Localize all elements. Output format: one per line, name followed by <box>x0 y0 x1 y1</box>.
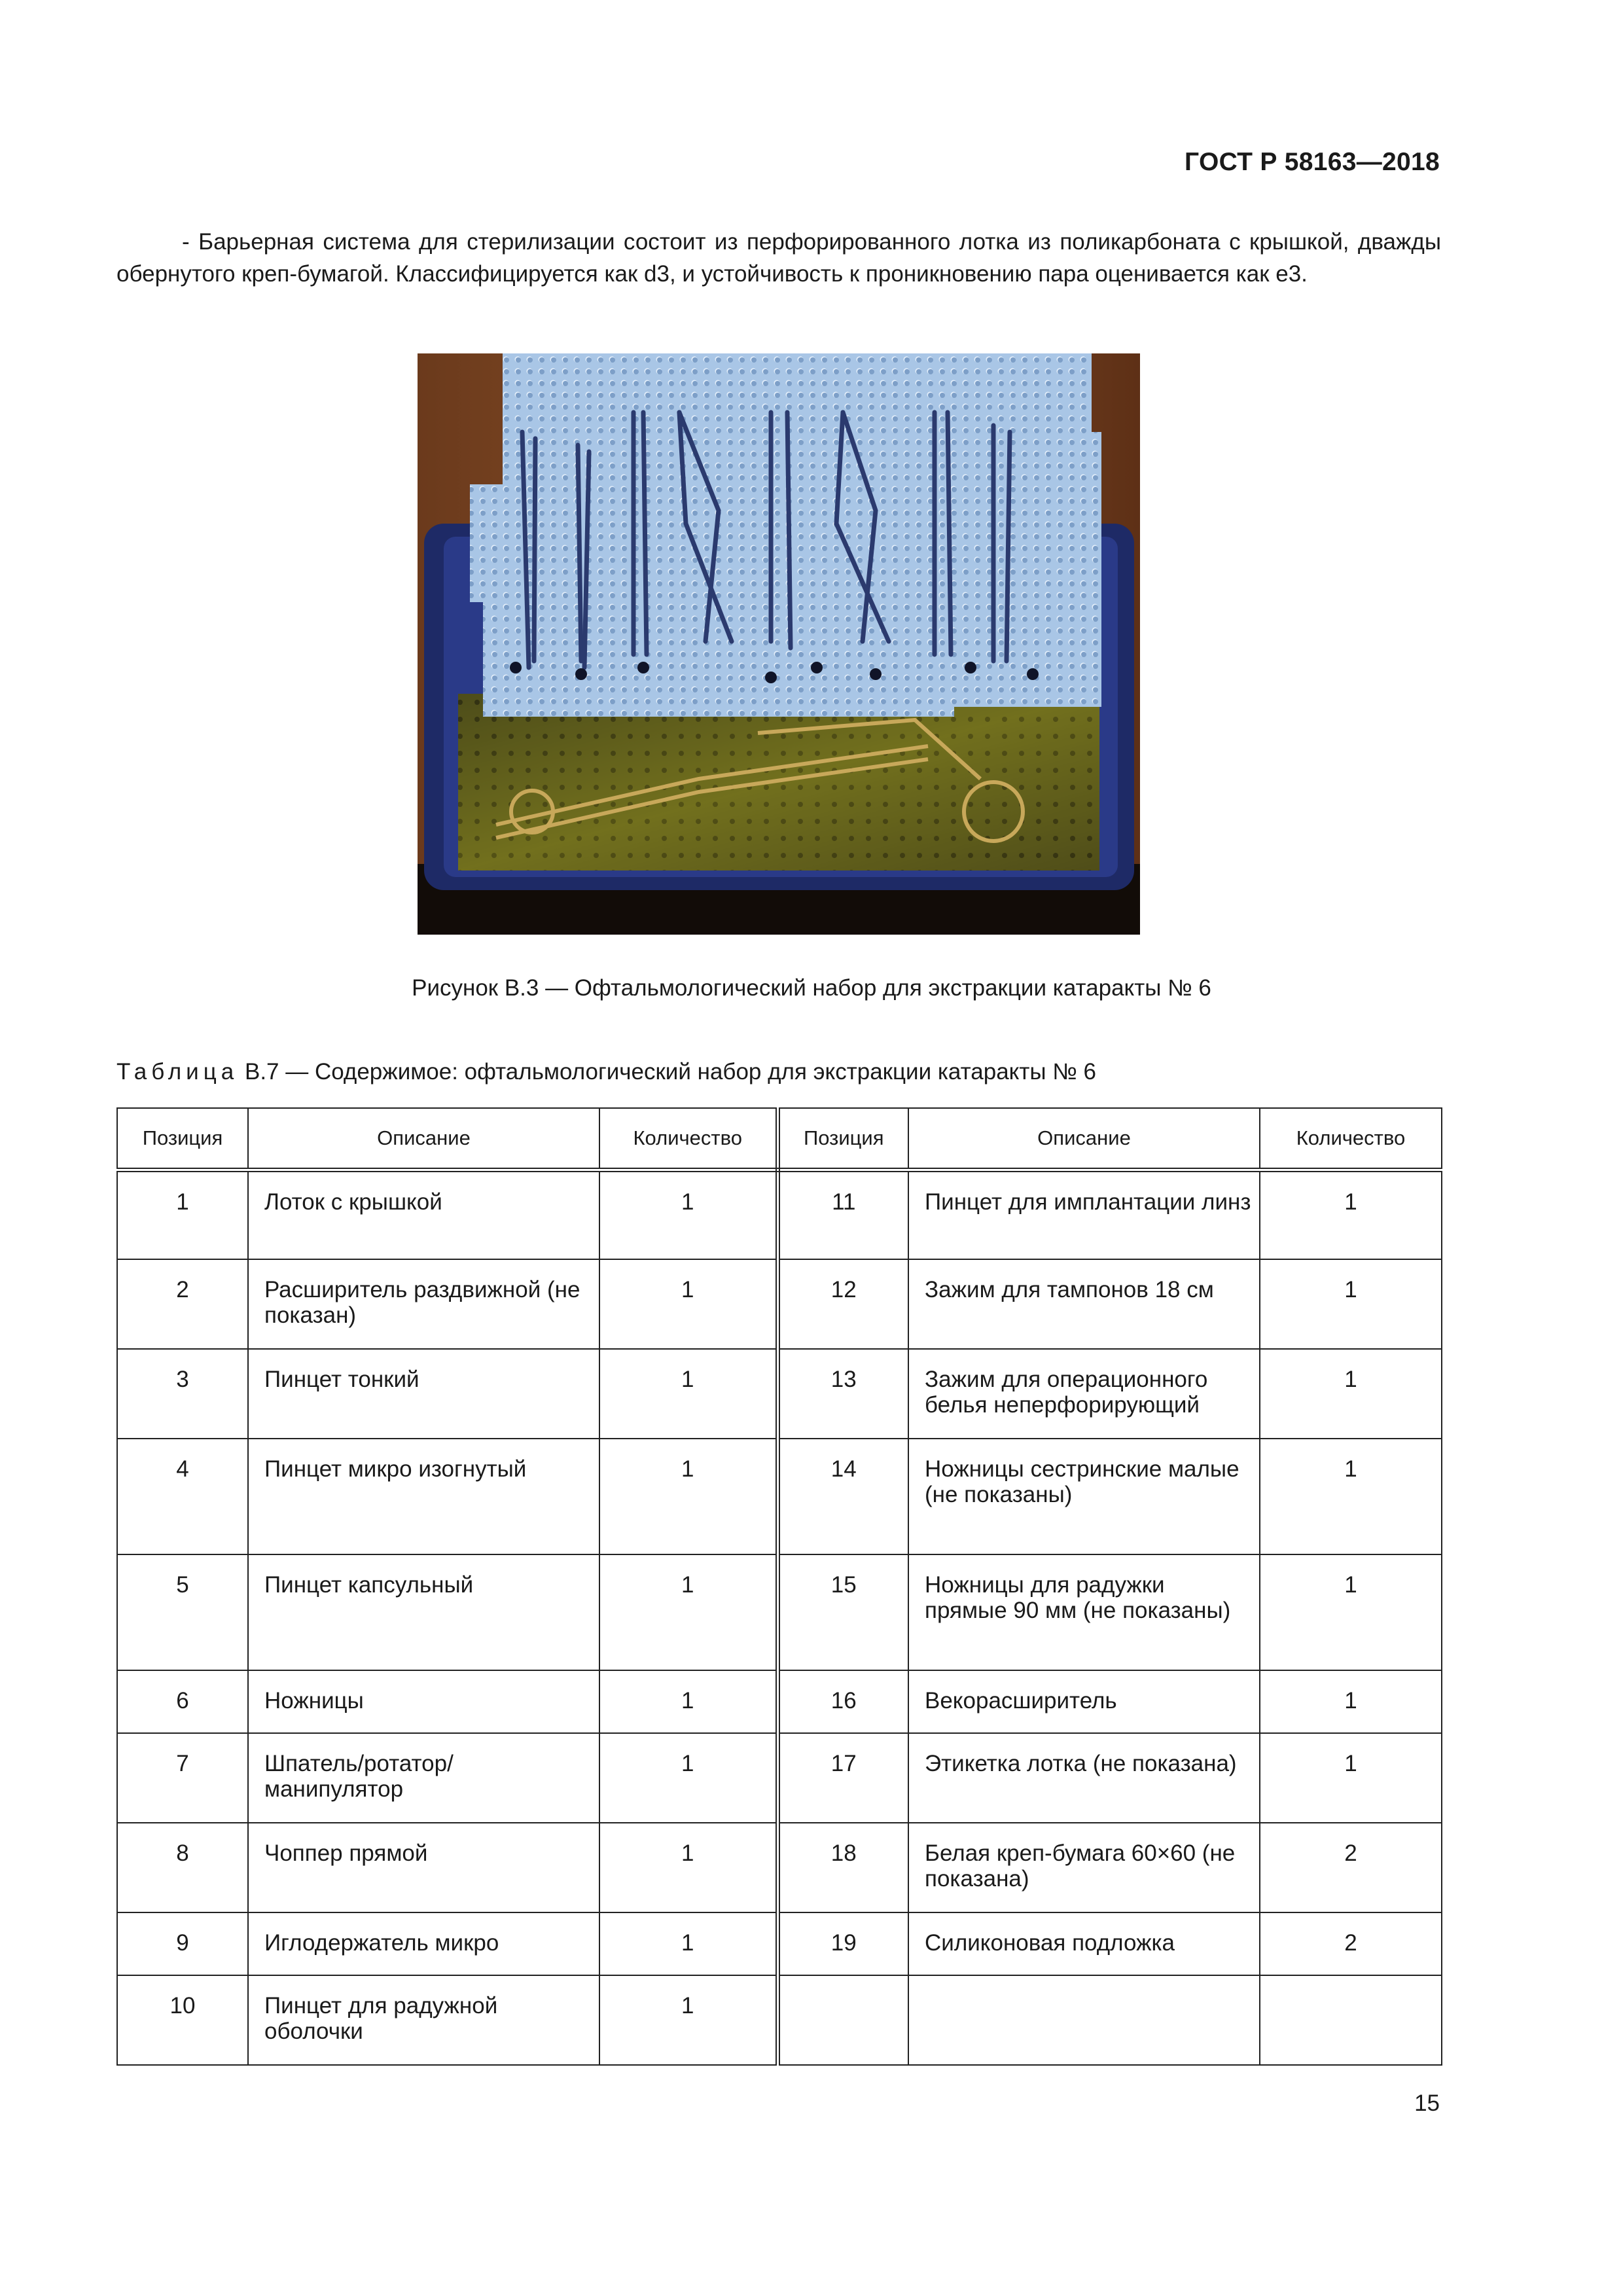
cell-quantity: 1 <box>599 1733 777 1823</box>
cell-quantity: 1 <box>1260 1439 1442 1554</box>
cell-quantity: 1 <box>1260 1733 1442 1823</box>
figure-caption: Рисунок В.3 — Офтальмологический набор для экстракции катаракты № 6 <box>412 975 1211 1001</box>
table-caption-label: Таблица <box>116 1059 239 1085</box>
cell-position: 10 <box>117 1975 248 2065</box>
cell-description: Шпатель/ротатор/ манипулятор <box>248 1733 599 1823</box>
cell-position: 1 <box>117 1170 248 1259</box>
cell-quantity: 1 <box>599 1349 777 1439</box>
cell-position: 7 <box>117 1733 248 1823</box>
header-description: Описание <box>908 1108 1260 1170</box>
cell-description: Лоток с крышкой <box>248 1170 599 1259</box>
cell-position: 3 <box>117 1349 248 1439</box>
table-row <box>117 1975 1442 2065</box>
cell-quantity: 1 <box>1260 1670 1442 1733</box>
cell-position: 14 <box>777 1439 908 1554</box>
cell-description: Ножницы для радужки прямые 90 мм (не показаны) <box>908 1554 1260 1670</box>
cell-description: Пинцет тонкий <box>248 1349 599 1439</box>
table-row <box>117 1554 1442 1670</box>
cell-position: 5 <box>117 1554 248 1670</box>
header-position: Позиция <box>117 1108 248 1170</box>
table-caption <box>116 1059 1096 1085</box>
cell-description: Ножницы сестринские малые (не показаны) <box>908 1439 1260 1554</box>
cell-description: Пинцет для имплантации линз <box>908 1170 1260 1259</box>
cell-position: 11 <box>777 1170 908 1259</box>
cell-description: Пинцет микро изогнутый <box>248 1439 599 1554</box>
cell-position: 12 <box>777 1259 908 1349</box>
instrument-tray-photo <box>418 353 1140 935</box>
cell-position: 2 <box>117 1259 248 1349</box>
cell-description <box>908 1975 1260 2065</box>
table-row <box>117 1912 1442 1975</box>
table-caption-text: В.7 — Содержимое: офтальмологический набор для экстракции катаракты № 6 <box>244 1059 1097 1085</box>
cell-description: Пинцет для радужной оболочки <box>248 1975 599 2065</box>
table-row <box>117 1259 1442 1349</box>
cell-position: 8 <box>117 1823 248 1912</box>
cell-quantity: 1 <box>599 1439 777 1554</box>
table-row <box>117 1349 1442 1439</box>
cell-quantity: 1 <box>599 1912 777 1975</box>
cell-position: 6 <box>117 1670 248 1733</box>
cell-position: 13 <box>777 1349 908 1439</box>
contents-table <box>116 1107 1442 2066</box>
cell-quantity: 1 <box>1260 1170 1442 1259</box>
cell-position <box>777 1975 908 2065</box>
cell-description: Белая креп-бумага 60×60 (не показана) <box>908 1823 1260 1912</box>
document-code: ГОСТ Р 58163—2018 <box>1185 148 1440 176</box>
cell-position: 18 <box>777 1823 908 1912</box>
cell-quantity: 1 <box>599 1170 777 1259</box>
table-row <box>117 1823 1442 1912</box>
table-row <box>117 1170 1442 1259</box>
cell-position: 9 <box>117 1912 248 1975</box>
cell-position: 19 <box>777 1912 908 1975</box>
header-position: Позиция <box>777 1108 908 1170</box>
cell-quantity: 2 <box>1260 1823 1442 1912</box>
cell-quantity <box>1260 1975 1442 2065</box>
cell-description: Чоппер прямой <box>248 1823 599 1912</box>
intro-paragraph: - Барьерная система для стерилизации состоит из перфорированного лотка из поликарбоната с крышкой, дважды обернутого креп-бумагой. Классифицируется как d3, и устойчивость к проникновению пара оценивается как е3. <box>116 229 1441 287</box>
cell-description: Ножницы <box>248 1670 599 1733</box>
cell-position: 16 <box>777 1670 908 1733</box>
cell-quantity: 1 <box>599 1975 777 2065</box>
cell-quantity: 1 <box>599 1259 777 1349</box>
header-quantity: Количество <box>1260 1108 1442 1170</box>
cell-quantity: 1 <box>599 1554 777 1670</box>
cell-quantity: 1 <box>599 1823 777 1912</box>
cell-quantity: 1 <box>599 1670 777 1733</box>
cell-position: 17 <box>777 1733 908 1823</box>
header-quantity: Количество <box>599 1108 777 1170</box>
cell-description: Пинцет капсульный <box>248 1554 599 1670</box>
cell-description: Расширитель раздвижной (не показан) <box>248 1259 599 1349</box>
cell-quantity: 1 <box>1260 1554 1442 1670</box>
table-row <box>117 1439 1442 1554</box>
table-row <box>117 1733 1442 1823</box>
header-description: Описание <box>248 1108 599 1170</box>
cell-description: Силиконовая подложка <box>908 1912 1260 1975</box>
cell-description: Зажим для тампонов 18 см <box>908 1259 1260 1349</box>
cell-quantity: 1 <box>1260 1259 1442 1349</box>
cell-quantity: 2 <box>1260 1912 1442 1975</box>
cell-description: Этикетка лотка (не показана) <box>908 1733 1260 1823</box>
cell-description: Векорасширитель <box>908 1670 1260 1733</box>
cell-description: Зажим для операционного белья неперфорирующий <box>908 1349 1260 1439</box>
cell-quantity: 1 <box>1260 1349 1442 1439</box>
page-number: 15 <box>1414 2090 1440 2116</box>
table-row <box>117 1670 1442 1733</box>
cell-position: 4 <box>117 1439 248 1554</box>
cell-position: 15 <box>777 1554 908 1670</box>
cell-description: Иглодержатель микро <box>248 1912 599 1975</box>
table-header-row <box>117 1108 1442 1170</box>
